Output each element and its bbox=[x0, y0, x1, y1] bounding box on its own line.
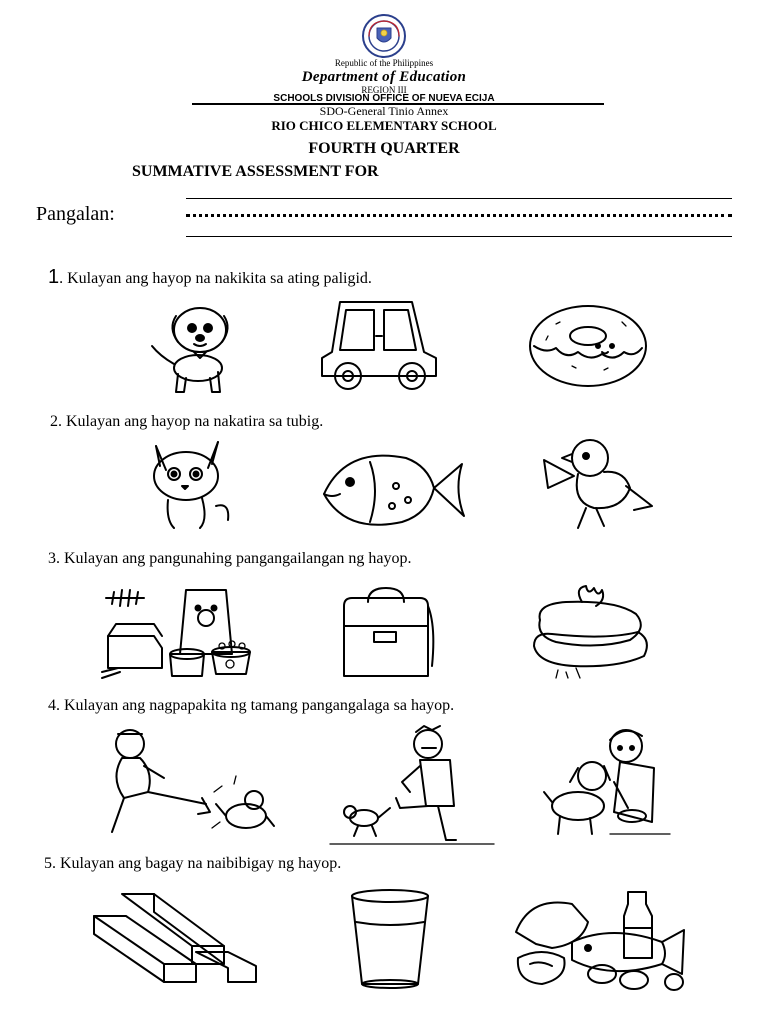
fish-picture[interactable] bbox=[316, 442, 468, 534]
name-line-top bbox=[186, 198, 732, 199]
meat-and-fish-picture[interactable] bbox=[512, 888, 688, 992]
region-text: REGION III bbox=[361, 85, 407, 95]
backpack-picture[interactable] bbox=[338, 586, 438, 680]
assessment-title: SUMMATIVE ASSESSMENT FOR bbox=[132, 163, 379, 180]
question-3-text: 3. Kulayan ang pangunahing pangangailangan ng hayop. bbox=[48, 550, 412, 567]
name-input-line[interactable] bbox=[186, 214, 732, 217]
deped-seal-logo bbox=[362, 14, 406, 58]
donut-picture[interactable] bbox=[526, 300, 650, 392]
division-text: SCHOOLS DIVISION OFFICE OF NUEVA ECIJA bbox=[273, 93, 495, 104]
boy-feeding-dog-picture[interactable] bbox=[540, 722, 676, 840]
wood-planks-picture[interactable] bbox=[92, 890, 260, 986]
department-title: Department of Education bbox=[301, 69, 467, 85]
question-1-number: 1 bbox=[48, 266, 60, 288]
question-1 bbox=[48, 266, 372, 289]
name-label: Pangalan: bbox=[36, 203, 115, 225]
question-1-text: . Kulayan ang hayop na nakikita sa ating paligid. bbox=[59, 270, 372, 287]
car-picture[interactable] bbox=[322, 302, 436, 389]
sdo-annex-text: SDO-General Tinio Annex bbox=[319, 104, 449, 118]
kitten-picture[interactable] bbox=[142, 436, 238, 534]
boy-kicking-cat-picture[interactable] bbox=[94, 722, 280, 842]
glass-of-milk-picture[interactable] bbox=[348, 888, 432, 990]
name-line-bottom bbox=[186, 236, 732, 237]
bird-picture[interactable] bbox=[538, 436, 654, 532]
puppy-picture[interactable] bbox=[138, 298, 254, 398]
bread-picture[interactable] bbox=[526, 584, 658, 680]
man-kicking-cat-picture[interactable] bbox=[326, 722, 496, 844]
pet-food-picture[interactable] bbox=[100, 584, 262, 680]
question-4-text: 4. Kulayan ang nagpapakita ng tamang pangangalaga sa hayop. bbox=[48, 697, 455, 714]
question-2-text: 2. Kulayan ang hayop na nakatira sa tubig. bbox=[50, 413, 324, 430]
republic-text: Republic of the Philippines bbox=[334, 58, 434, 68]
school-name: RIO CHICO ELEMENTARY SCHOOL bbox=[271, 118, 497, 133]
question-5-text: 5. Kulayan ang bagay na naibibigay ng hayop. bbox=[44, 855, 342, 872]
quarter-title: FOURTH QUARTER bbox=[308, 140, 460, 157]
